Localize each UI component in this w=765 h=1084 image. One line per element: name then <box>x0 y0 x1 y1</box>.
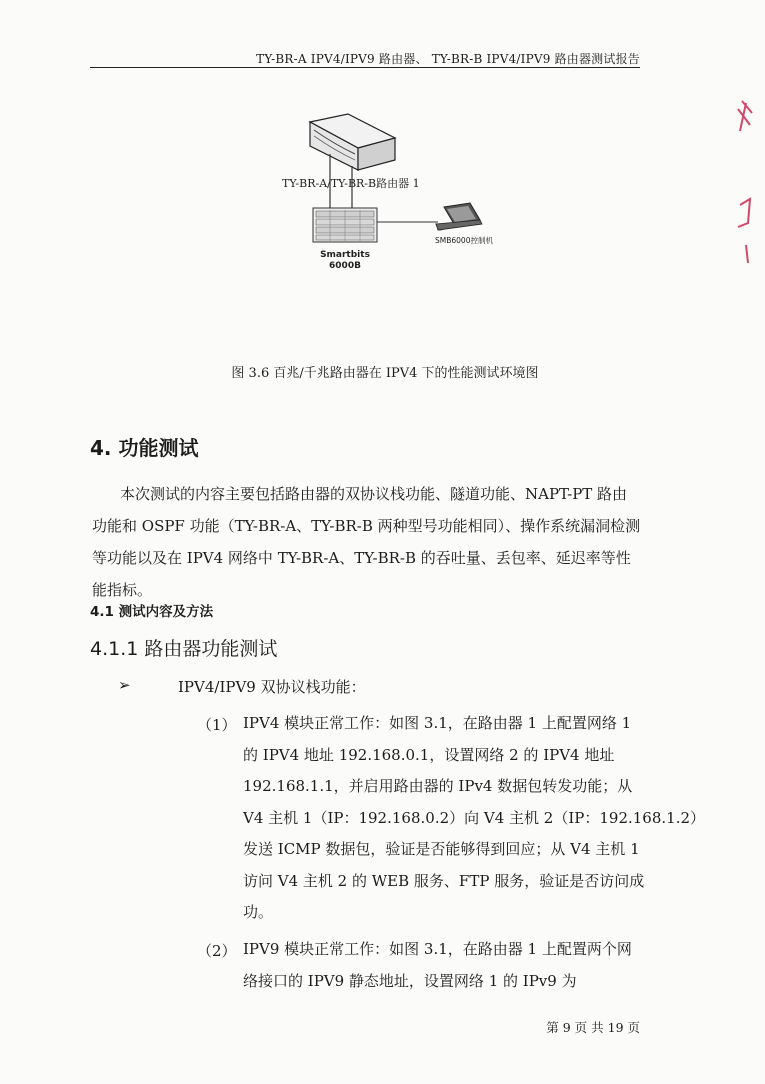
laptop-label: SMB6000控制机 <box>435 236 493 245</box>
item-line: 功。 <box>243 903 274 921</box>
item-line: 的 IPV4 地址 192.168.0.1，设置网络 2 的 IPV4 地址 <box>243 745 615 764</box>
laptop-icon <box>436 203 482 230</box>
item-body <box>243 708 706 929</box>
page-header-title: TY-BR-A IPV4/IPV9 路由器、 TY-BR-B IPV4/IPV9 路由器测试报告 <box>256 52 640 66</box>
item-number: （2） <box>197 942 237 960</box>
item-line: 192.168.1.1，并启用路由器的 IPv4 数据包转发功能；从 <box>243 777 633 795</box>
subsubsection-heading: 4.1.1 路由器功能测试 <box>90 638 278 660</box>
header-divider <box>90 67 640 68</box>
item-line: 访问 V4 主机 2 的 WEB 服务、FTP 服务，验证是否访问成 <box>243 871 645 890</box>
item-body <box>243 934 639 997</box>
bullet-arrow-icon: ➢ <box>118 676 131 694</box>
intro-line: 功能和 OSPF 功能（TY-BR-A、TY-BR-B 两种型号功能相同）、操作系统漏洞检测 <box>92 517 641 535</box>
network-diagram <box>230 100 530 290</box>
intro-line: 能指标。 <box>92 581 153 599</box>
intro-paragraph <box>92 478 641 606</box>
tester-label-2: 6000B <box>329 261 361 271</box>
smartbits-chassis-icon <box>313 208 377 242</box>
intro-line: 等功能以及在 IPV4 网络中 TY-BR-A、TY-BR-B 的吞吐量、丢包率、延迟率等性 <box>92 549 631 567</box>
bullet-text: IPV4/IPV9 双协议栈功能： <box>178 678 366 696</box>
item-line: IPV9 模块正常工作：如图 3.1，在路由器 1 上配置两个网 <box>243 940 632 958</box>
router-icon <box>310 114 395 170</box>
router-label: TY-BR-A/TY-BR-B路由器 1 <box>282 177 420 190</box>
item-number: （1） <box>197 716 237 734</box>
figure-caption: 图 3.6 百兆/千兆路由器在 IPV4 下的性能测试环境图 <box>231 366 539 381</box>
tester-label-1: Smartbits <box>320 250 370 260</box>
section-heading: 4. 功能测试 <box>90 436 199 460</box>
item-line: 络接口的 IPV9 静态地址，设置网络 1 的 IPv9 为 <box>243 971 577 990</box>
subsection-heading: 4.1 测试内容及方法 <box>90 604 214 620</box>
seal-fragment-icon <box>728 95 758 275</box>
item-line: 发送 ICMP 数据包，验证是否能够得到回应；从 V4 主机 1 <box>243 840 640 858</box>
item-line: V4 主机 1（IP：192.168.0.2）向 V4 主机 2（IP：192.168.1.2） <box>243 808 706 827</box>
intro-line: 本次测试的内容主要包括路由器的双协议栈功能、隧道功能、NAPT-PT 路由 <box>120 485 628 503</box>
page-number: 第 9 页 共 19 页 <box>546 1020 640 1035</box>
item-line: IPV4 模块正常工作：如图 3.1，在路由器 1 上配置网络 1 <box>243 714 632 732</box>
